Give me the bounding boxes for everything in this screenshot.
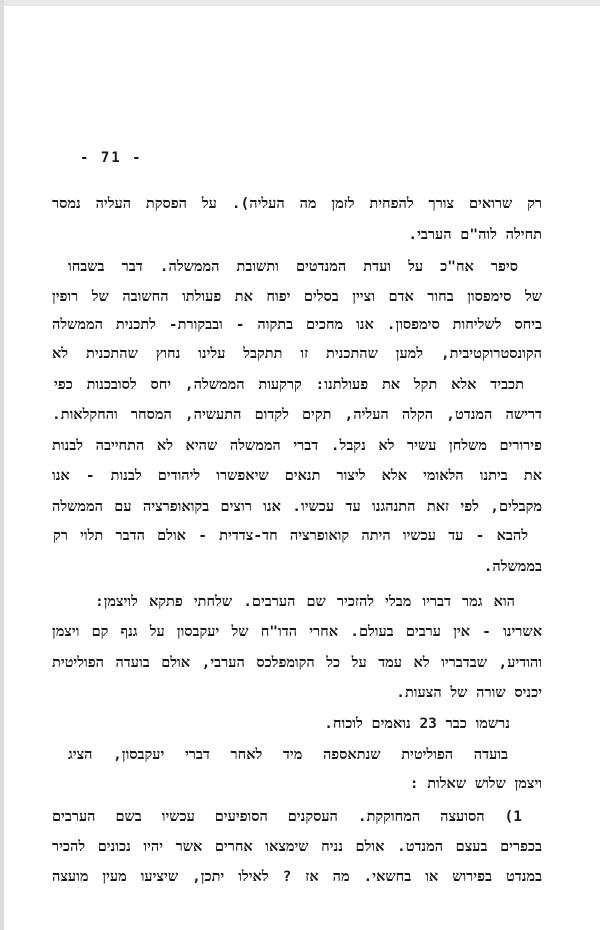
text-line: רק שרואים צורך להפחית לזמן מה העליה). על הפסקת העליה נמסר xyxy=(52,196,542,212)
text-line: והודיע, שבדבריו לא עמד על כל הקומפלכס הערבי, אולם בועדה הפוליטית xyxy=(52,655,542,671)
text-line: הוא גמר דבריו מבלי להזכיר שם הערבים. שלחתי פתקא לויצמן: xyxy=(95,594,515,610)
text-line: סיפר אח"כ על ועדת המנדטים ותשובת הממשלה. דבר בשבחו xyxy=(68,259,518,275)
text-line: של סימפסון בחור אדם וציין בסלים יפוח את פעולתו החשובה של רופין xyxy=(52,289,542,305)
page-number: - 71 - xyxy=(80,150,143,166)
text-line: יכניס שורה של הצעות. xyxy=(396,685,542,701)
text-line: תחילה לוה"ם הערבי. xyxy=(408,227,542,243)
scan-edge-top xyxy=(0,0,600,6)
text-line: ביחס לשליחות סימפסון. אנו מחכים בתקוה - ובבקורת- לתכנית הממשלה xyxy=(52,317,542,333)
text-line: להבא - עד עכשיו היתה קואופרציה חד-צדדית - אולם הדבר תלוי רק xyxy=(53,528,528,544)
text-line: מקבלים, לפי זאת התנהגנו עד עכשיו. אנו רוצים בקואופרציה עם הממשלה xyxy=(52,499,542,515)
text-line: בכפרים בעצם המנדט. אולם נניח שימצאו אחרים אשר יהיו נכונים להכיר xyxy=(52,839,542,855)
text-line: דרישה המנדט, הקלה העליה, תקים לקדום התעשיה, המסחר והחקלאות. xyxy=(52,407,542,423)
text-line: בממשלה. xyxy=(483,559,542,575)
text-line: תכביד אלא תקל את פעולתנו: קרקעות הממשלה, יחס לסובכנות כפי xyxy=(54,377,524,393)
text-line: 1) הסועצה המחוקקת. העסקנים הסופיעים עכשיו בשם הערבים xyxy=(52,809,522,825)
text-line: נרשמו כבר 23 נואמים לוכוח. xyxy=(324,716,510,732)
text-line: בועדה הפוליטית שנתאספה מיד לאחר דברי יעקבסון, הציג xyxy=(68,747,508,763)
text-line: אשרינו - אין ערבים בעולם. אחרי הדו"ח של יעקבסון על גנף קם ויצמן xyxy=(52,624,542,640)
text-line: הקונסטרוקטיבית, למען שהתכנית זו תתקבל עלינו נחוץ שהתכנית לא xyxy=(52,346,542,362)
text-line: במנדט בפירוש או בחשאי. מה אז ? לאילו יתכן, שיציעו מעין מועצה xyxy=(52,869,542,885)
text-line: את ביתנו הלאומי אלא ליצור תנאים שיאפשרו ליהודים לבנות - אנו xyxy=(52,468,542,484)
text-line: פירורים משלחן עשיר לא נקבל. דברי הממשלה שהיא לא התחייבה לבנות xyxy=(52,438,542,454)
text-line: ויצמן שלוש שאלות : xyxy=(409,776,542,792)
scan-edge-left xyxy=(0,0,4,930)
